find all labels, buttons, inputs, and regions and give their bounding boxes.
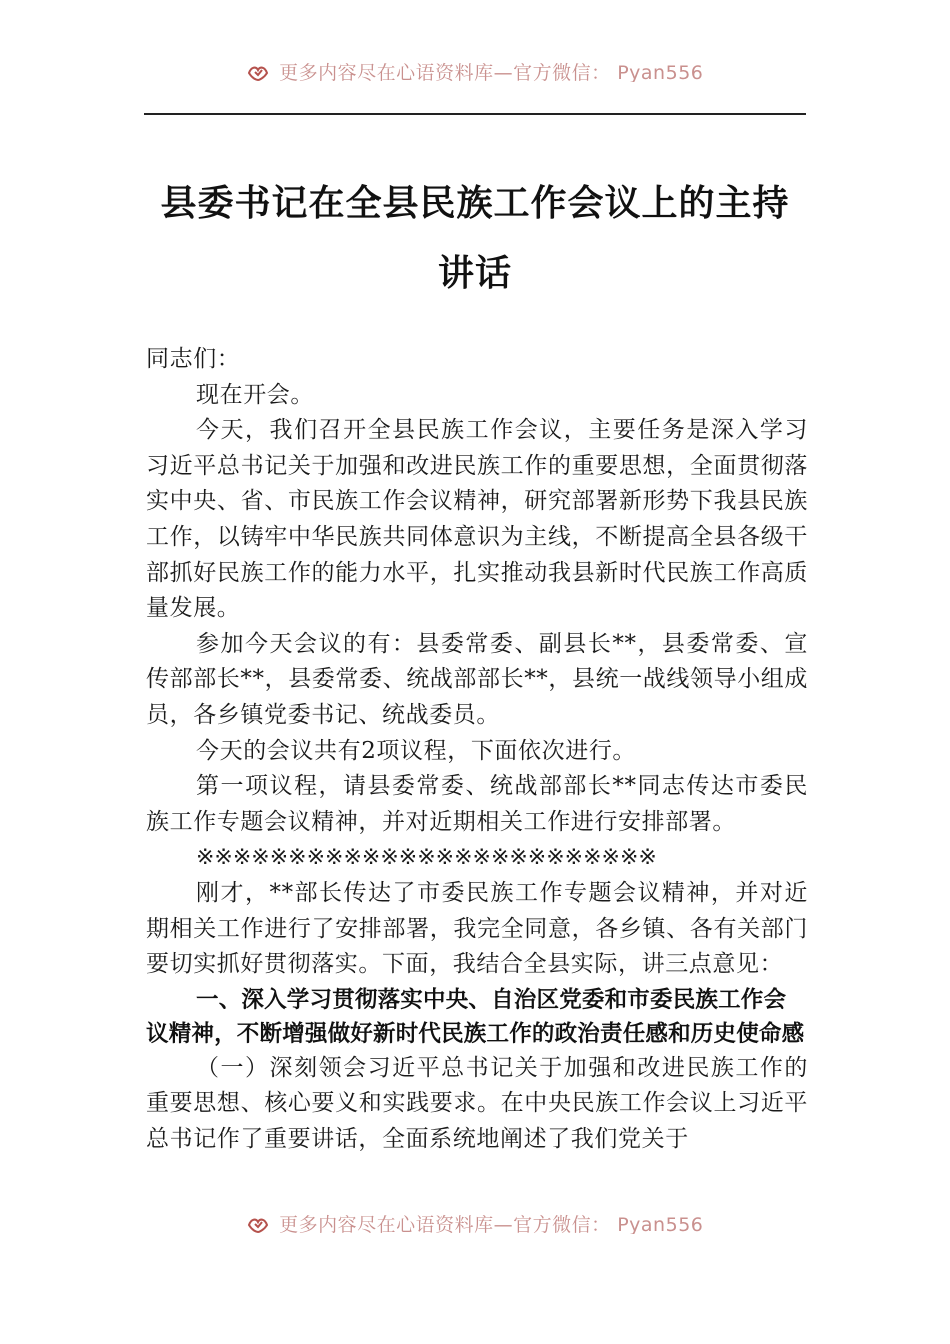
document-title: 县委书记在全县民族工作会议上的主持讲话 bbox=[160, 182, 790, 294]
separator-line: ※※※※※※※※※※※※※※※※※※※※※※※※※ bbox=[196, 845, 657, 871]
section-heading: 一、深入学习贯彻落实中央、自治区党委和市委民族工作会议精神，不断增强做好新时代民族工作的政治责任感和历史使命感 bbox=[146, 986, 805, 1047]
paragraph: 今天的会议共有2项议程，下面依次进行。 bbox=[196, 737, 637, 764]
watermark-text: 更多内容尽在心语资料库—官方微信： Pyan556 bbox=[279, 62, 704, 82]
paragraph: 今天，我们召开全县民族工作会议，主要任务是深入学习习近平总书记关于加强和改进民族工作的重要思想，全面贯彻落实中央、省、市民族工作会议精神，研究部署新形势下我县民族工作，以铸牢中华民族共同体意识为主线，不断提高全县各级干部抓好民族工作的能力水平，扎实推动我县新时代民族工作高质量发展。 bbox=[146, 417, 808, 622]
footer-watermark bbox=[0, 1210, 950, 1234]
paragraph: 参加今天会议的有：县委常委、副县长**，县委常委、宣传部部长**，县委常委、统战部部长**，县统一战线领导小组成员，各乡镇党委书记、统战委员。 bbox=[146, 630, 808, 728]
document-body bbox=[146, 342, 808, 1157]
salutation: 同志们： bbox=[146, 346, 241, 372]
hand-heart-logo-icon bbox=[247, 1213, 269, 1234]
paragraph: （一）深刻领会习近平总书记关于加强和改进民族工作的重要思想、核心要义和实践要求。在中央民族工作会议上习近平总书记作了重要讲话，全面系统地阐述了我们党关于 bbox=[146, 1054, 808, 1152]
paragraph: 第一项议程，请县委常委、统战部部长**同志传达市委民族工作专题会议精神，并对近期相关工作进行安排部署。 bbox=[146, 773, 808, 835]
watermark-text: 更多内容尽在心语资料库—官方微信： Pyan556 bbox=[279, 1214, 704, 1234]
paragraph: 现在开会。 bbox=[196, 381, 314, 408]
paragraph: 刚才，**部长传达了市委民族工作专题会议精神，并对近期相关工作进行了安排部署，我完全同意，各乡镇、各有关部门要切实抓好贯彻落实。下面，我结合全县实际，讲三点意见： bbox=[146, 879, 808, 978]
header-rule bbox=[144, 113, 806, 115]
header-watermark bbox=[0, 58, 950, 82]
hand-heart-logo-icon bbox=[247, 61, 269, 82]
